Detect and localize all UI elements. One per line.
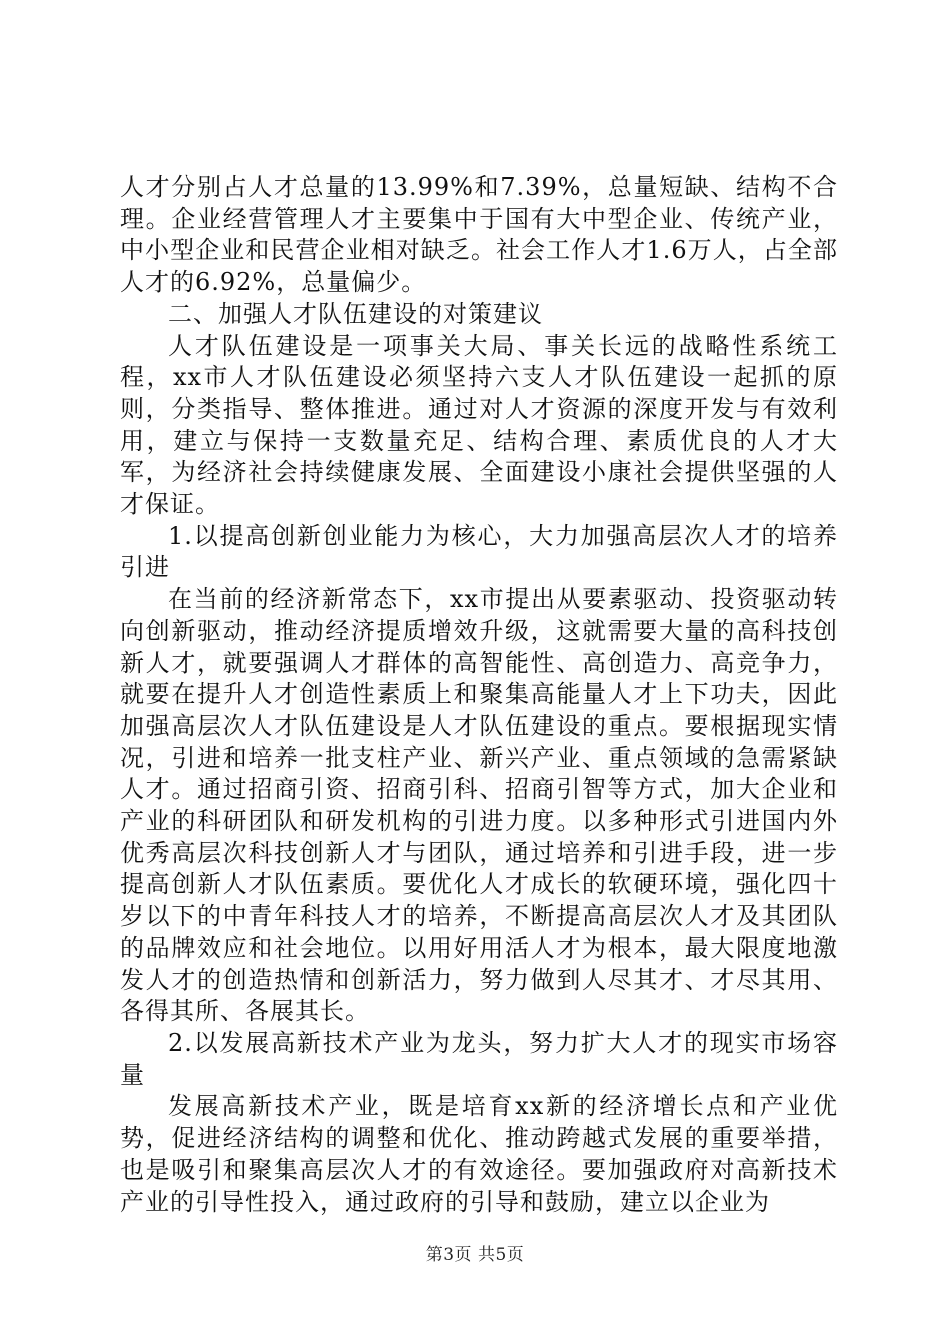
paragraph: 在当前的经济新常态下，xx市提出从要素驱动、投资驱动转向创新驱动，推动经济提质增效升级，这就需要大量的高科技创新人才，就要强调人才群体的高智能性、高创造力、高竞争力，就要在提升人才创造性素质上和聚集高能量人才上下功夫，因此加强高层次人才队伍建设是人才队伍建设的重点。要根据现实情况，引进和培养一批支柱产业、新兴产业、重点领域的急需紧缺人才。通过招商引资、招商引科、招商引智等方式，加大企业和产业的科研团队和研发机构的引进力度。以多种形式引进国内外优秀高层次科技创新人才与团队，通过培养和引进手段，进一步提高创新人才队伍素质。要优化人才成长的软硬环境，强化四十岁以下的中青年科技人才的培养，不断提高高层次人才及其团队的品牌效应和社会地位。以用好用活人才为根本，最大限度地激发人才的创造热情和创新活力，努力做到人尽其才、才尽其用、各得其所、各展其长。 <box>120 585 838 1026</box>
paragraph-continuation: 人才分别占人才总量的13.99%和7.39%，总量短缺、结构不合理。企业经营管理人才主要集中于国有大中型企业、传统产业，中小型企业和民营企业相对缺乏。社会工作人才1.6万人，占全部人才的6.92%，总量偏少。 <box>120 173 838 297</box>
subsection-heading: 2.以发展高新技术产业为龙头，努力扩大人才的现实市场容量 <box>120 1028 838 1089</box>
paragraph: 人才队伍建设是一项事关大局、事关长远的战略性系统工程，xx市人才队伍建设必须坚持六支人才队伍建设一起抓的原则，分类指导、整体推进。通过对人才资源的深度开发与有效利用，建立与保持一支数量充足、结构合理、素质优良的人才大军，为经济社会持续健康发展、全面建设小康社会提供坚强的人才保证。 <box>120 331 838 519</box>
subsection-heading: 1.以提高创新创业能力为核心，大力加强高层次人才的培养引进 <box>120 521 838 582</box>
document-body <box>120 172 838 1218</box>
paragraph: 发展高新技术产业，既是培育xx新的经济增长点和产业优势，促进经济结构的调整和优化、推动跨越式发展的重要举措，也是吸引和聚集高层次人才的有效途径。要加强政府对高新技术产业的引导性投入，通过政府的引导和鼓励，建立以企业为 <box>120 1092 838 1216</box>
page-number-footer: 第3页 共5页 <box>425 1245 525 1265</box>
section-heading: 二、加强人才队伍建设的对策建议 <box>168 299 543 328</box>
